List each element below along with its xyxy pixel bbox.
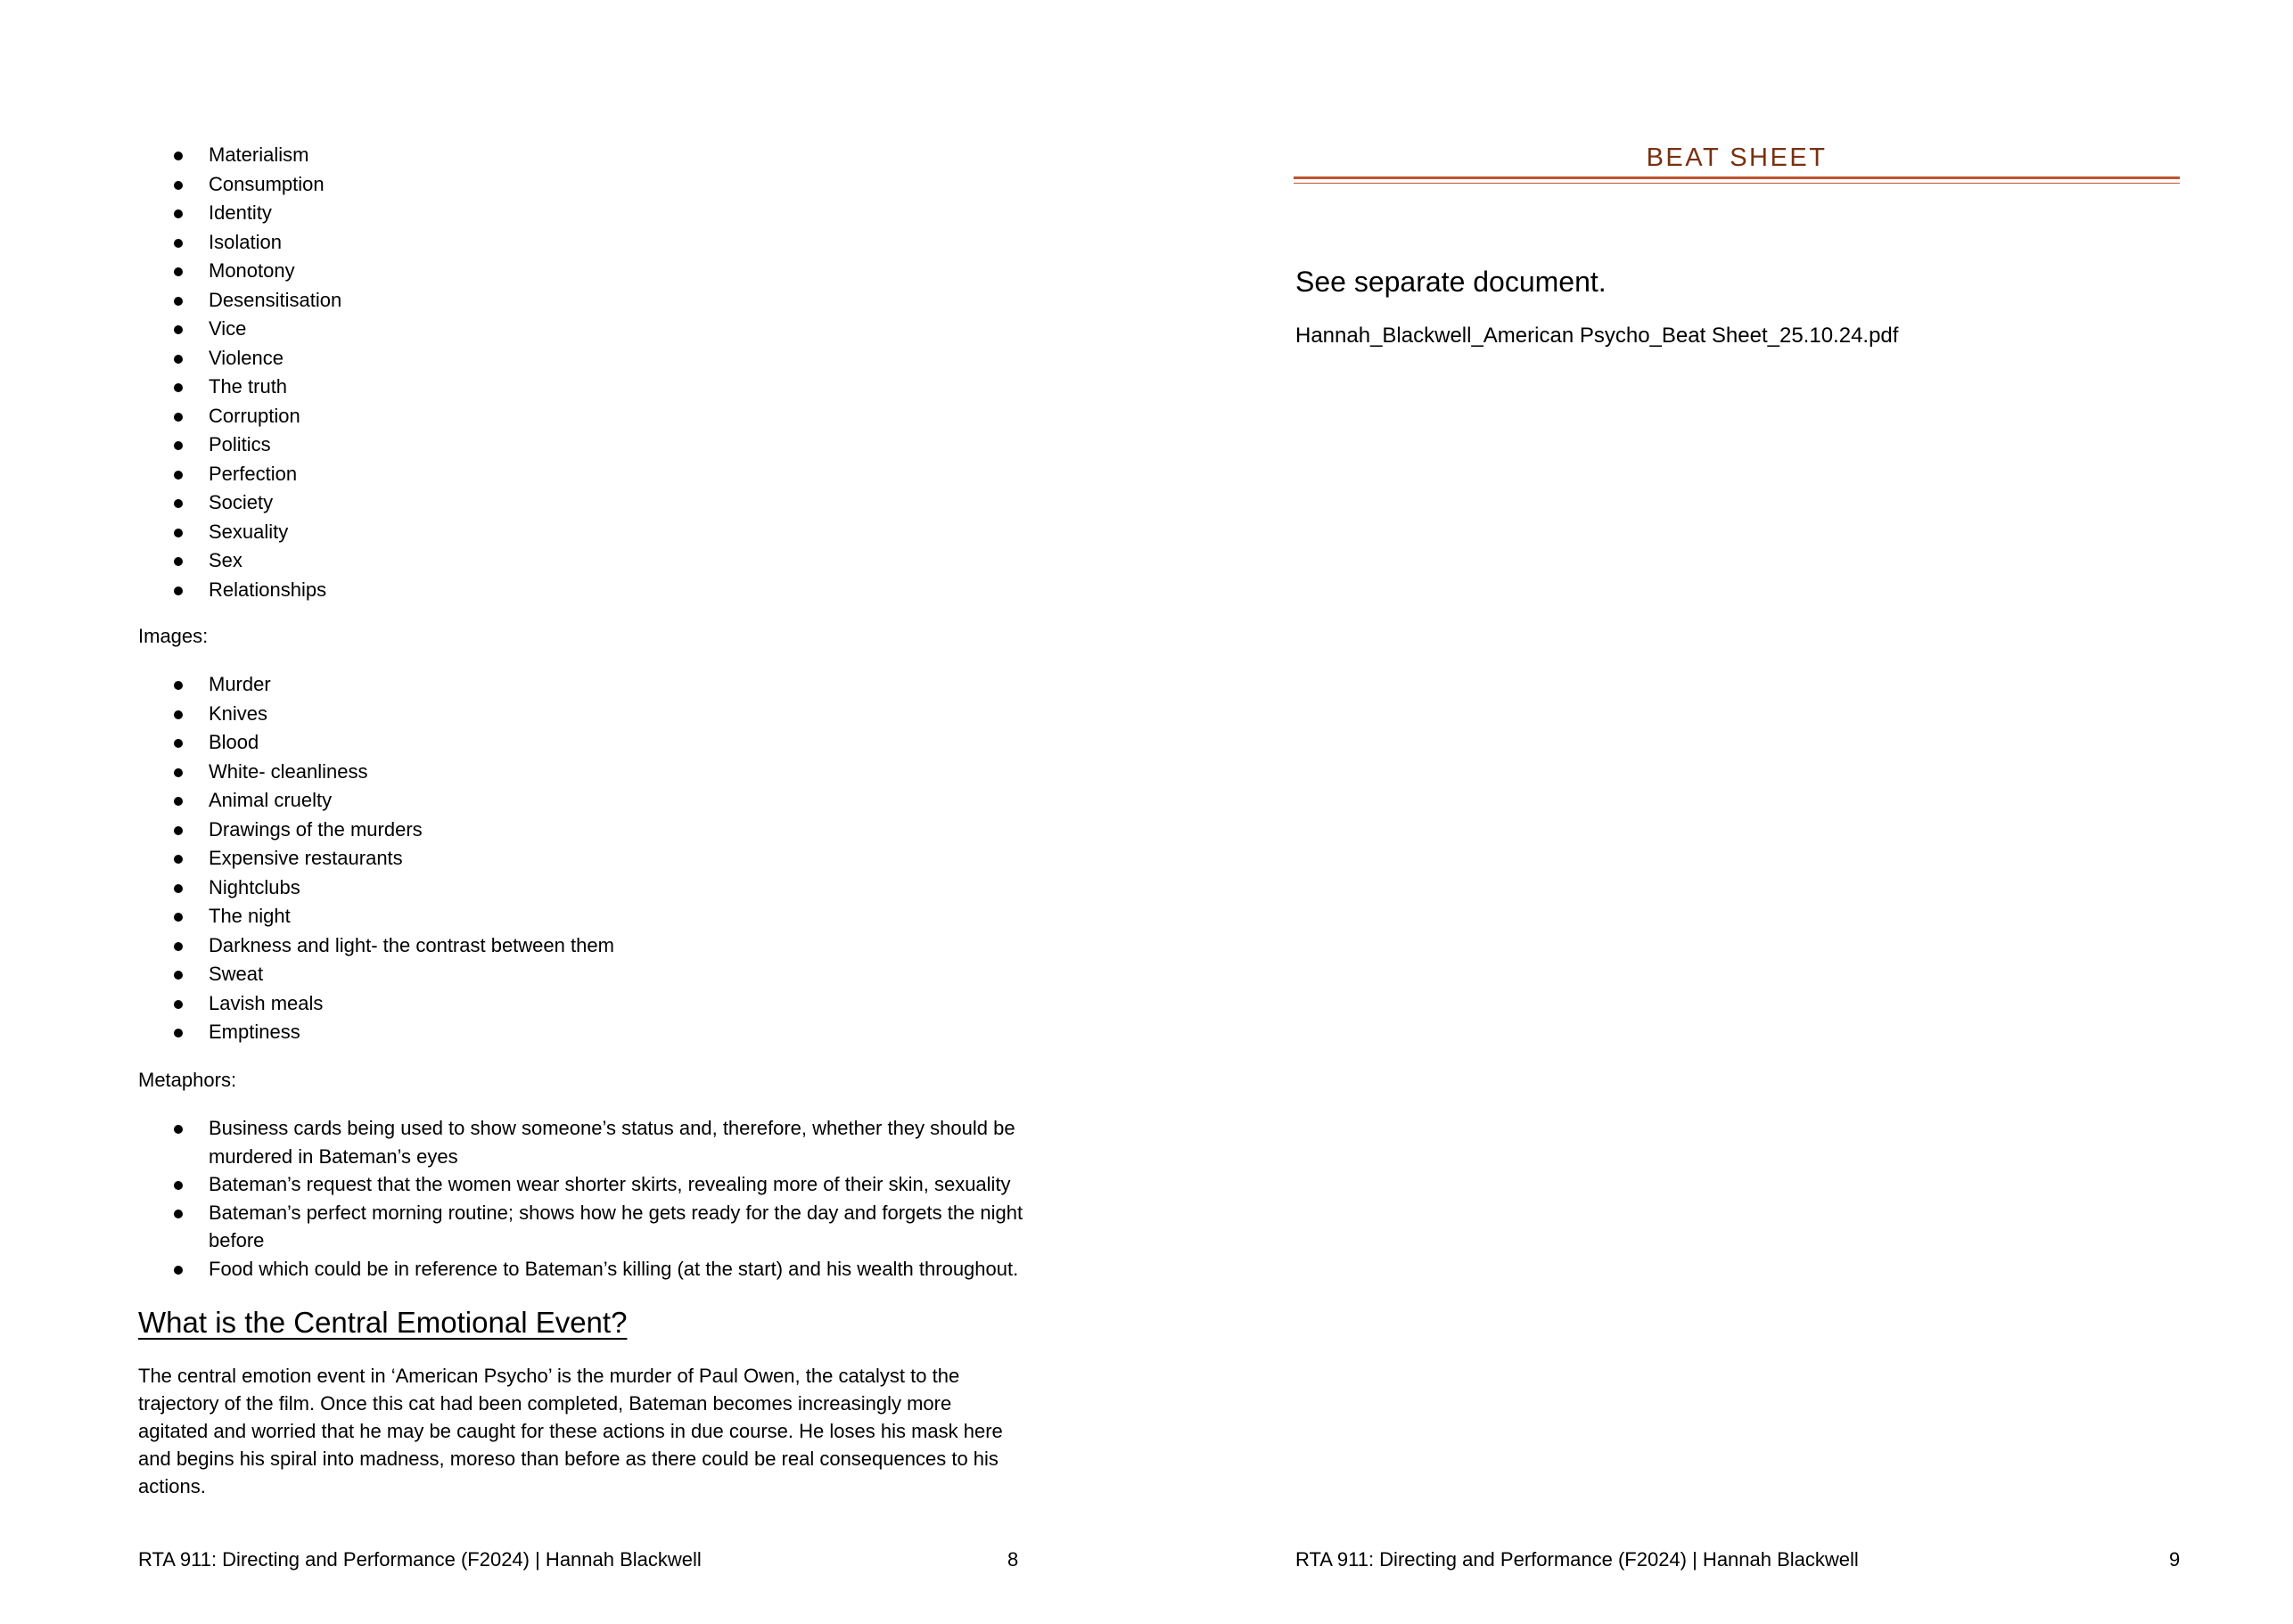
bullet-icon — [174, 681, 183, 690]
image-item — [138, 700, 614, 729]
image-item — [138, 670, 614, 700]
list-item-text: Society — [209, 491, 274, 513]
theme-item — [138, 460, 341, 489]
bullet-icon — [174, 441, 183, 450]
list-item-text: Blood — [209, 731, 259, 753]
list-item-text: Bateman’s request that the women wear shorter skirts, revealing more of their skin, sexuality — [209, 1173, 1011, 1195]
bullet-icon — [174, 209, 183, 218]
bullet-icon — [174, 1210, 183, 1218]
image-item — [138, 844, 614, 874]
right-page — [1295, 0, 2181, 1624]
list-item-text: Perfection — [209, 462, 298, 485]
bullet-icon — [174, 942, 183, 951]
theme-item — [138, 402, 341, 431]
bullet-icon — [174, 152, 183, 160]
title-rule — [1294, 176, 2180, 184]
list-item-text: Sexuality — [209, 520, 289, 543]
list-item-text: Consumption — [209, 172, 325, 195]
theme-item — [138, 518, 341, 547]
list-item-text: Expensive restaurants — [209, 847, 403, 869]
theme-item — [138, 373, 341, 402]
list-item-text: Food which could be in reference to Bateman’s killing (at the start) and his wealth throughout. — [209, 1257, 1019, 1280]
image-item — [138, 902, 614, 931]
bullet-icon — [174, 325, 183, 334]
bullet-icon — [174, 499, 183, 508]
list-item-text: Identity — [209, 201, 272, 224]
list-item-text: Bateman’s perfect morning routine; shows how he gets ready for the day and forgets the night before — [209, 1201, 1023, 1251]
metaphor-item — [138, 1170, 1030, 1199]
bullet-icon — [174, 855, 183, 864]
themes-list — [138, 141, 341, 604]
image-item — [138, 728, 614, 758]
theme-item — [138, 170, 341, 200]
page-number-right: 9 — [2169, 1548, 2181, 1571]
beat-sheet-file-name: Hannah_Blackwell_American Psycho_Beat Sheet_25.10.24.pdf — [1295, 324, 1899, 348]
images-list — [138, 670, 614, 1047]
list-item-text: The night — [209, 905, 291, 927]
bullet-icon — [174, 355, 183, 364]
list-item-text: Animal cruelty — [209, 789, 333, 811]
beat-sheet-title: BEAT SHEET — [1646, 144, 1828, 172]
central-emotional-event-heading: What is the Central Emotional Event? — [138, 1306, 628, 1339]
list-item-text: Relationships — [209, 578, 327, 601]
theme-item — [138, 488, 341, 518]
list-item-text: Emptiness — [209, 1021, 300, 1043]
list-item-text: Desensitisation — [209, 288, 342, 311]
list-item-text: Corruption — [209, 404, 300, 427]
image-item — [138, 960, 614, 989]
list-item-text: White- cleanliness — [209, 759, 368, 783]
bullet-icon — [174, 471, 183, 480]
bullet-icon — [174, 267, 183, 276]
list-item-text: Lavish meals — [209, 991, 324, 1014]
image-item — [138, 931, 614, 961]
list-item-text: Vice — [209, 317, 247, 340]
page-number-left: 8 — [1007, 1548, 1019, 1571]
bullet-icon — [174, 383, 183, 392]
theme-item — [138, 257, 341, 286]
bullet-icon — [174, 826, 183, 835]
theme-item — [138, 344, 341, 373]
bullet-icon — [174, 797, 183, 806]
theme-item — [138, 228, 341, 258]
left-page — [138, 0, 1023, 1624]
see-separate-text: See separate document. — [1295, 266, 1607, 298]
theme-item — [138, 199, 341, 228]
image-item — [138, 989, 614, 1019]
list-item-text: Monotony — [209, 259, 295, 282]
bullet-icon — [174, 529, 183, 537]
bullet-icon — [174, 1125, 183, 1134]
list-item-text: Business cards being used to show someone’s status and, therefore, whether they should be murdered in Bateman’s eyes — [209, 1117, 1015, 1168]
list-item-text: Isolation — [209, 230, 282, 253]
theme-item — [138, 576, 341, 605]
metaphors-label: Metaphors: — [138, 1069, 237, 1091]
list-item-text: Politics — [209, 433, 271, 455]
bullet-icon — [174, 1266, 183, 1275]
bullet-icon — [174, 239, 183, 248]
images-label: Images: — [138, 625, 209, 647]
list-item-text: Nightclubs — [209, 875, 300, 898]
bullet-icon — [174, 768, 183, 777]
central-emotional-event-paragraph: The central emotion event in ‘American Psycho’ is the murder of Paul Owen, the catalyst to the trajectory of the film. Once this cat had been completed, Bateman becomes increasingly more agitated and worried that he may be caught for these actions in due course. He loses his mask here and begins his spiral into madness, moreso than before as there could be real consequences to his actions. — [138, 1365, 1003, 1497]
bullet-icon — [174, 710, 183, 719]
theme-item — [138, 431, 341, 460]
list-item-text: Darkness and light- the contrast between them — [209, 933, 614, 956]
footer-right-text: RTA 911: Directing and Performance (F2024) | Hannah Blackwell — [1295, 1548, 1859, 1571]
list-item-text: The truth — [209, 375, 288, 398]
metaphors-list — [138, 1114, 1030, 1283]
theme-item — [138, 286, 341, 316]
bullet-icon — [174, 181, 183, 190]
bullet-icon — [174, 1029, 183, 1038]
image-item — [138, 816, 614, 845]
list-item-text: Knives — [209, 701, 268, 725]
bullet-icon — [174, 1000, 183, 1009]
footer-left-text: RTA 911: Directing and Performance (F2024) | Hannah Blackwell — [138, 1548, 702, 1571]
bullet-icon — [174, 586, 183, 595]
metaphor-item — [138, 1199, 1030, 1255]
bullet-icon — [174, 1181, 183, 1190]
list-item-text: Drawings of the murders — [209, 817, 423, 841]
image-item — [138, 1018, 614, 1047]
metaphor-item — [138, 1255, 1030, 1284]
bullet-icon — [174, 884, 183, 893]
bullet-icon — [174, 413, 183, 422]
metaphor-item — [138, 1114, 1030, 1170]
bullet-icon — [174, 971, 183, 980]
image-item — [138, 874, 614, 903]
list-item-text: Violence — [209, 346, 284, 369]
list-item-text: Materialism — [209, 144, 309, 166]
list-item-text: Sweat — [209, 963, 264, 985]
list-item-text: Sex — [209, 549, 242, 571]
bullet-icon — [174, 297, 183, 306]
bullet-icon — [174, 913, 183, 922]
bullet-icon — [174, 557, 183, 566]
theme-item — [138, 546, 341, 576]
image-item — [138, 786, 614, 816]
image-item — [138, 758, 614, 787]
list-item-text: Murder — [209, 673, 271, 695]
theme-item — [138, 315, 341, 344]
theme-item — [138, 141, 341, 170]
bullet-icon — [174, 739, 183, 748]
